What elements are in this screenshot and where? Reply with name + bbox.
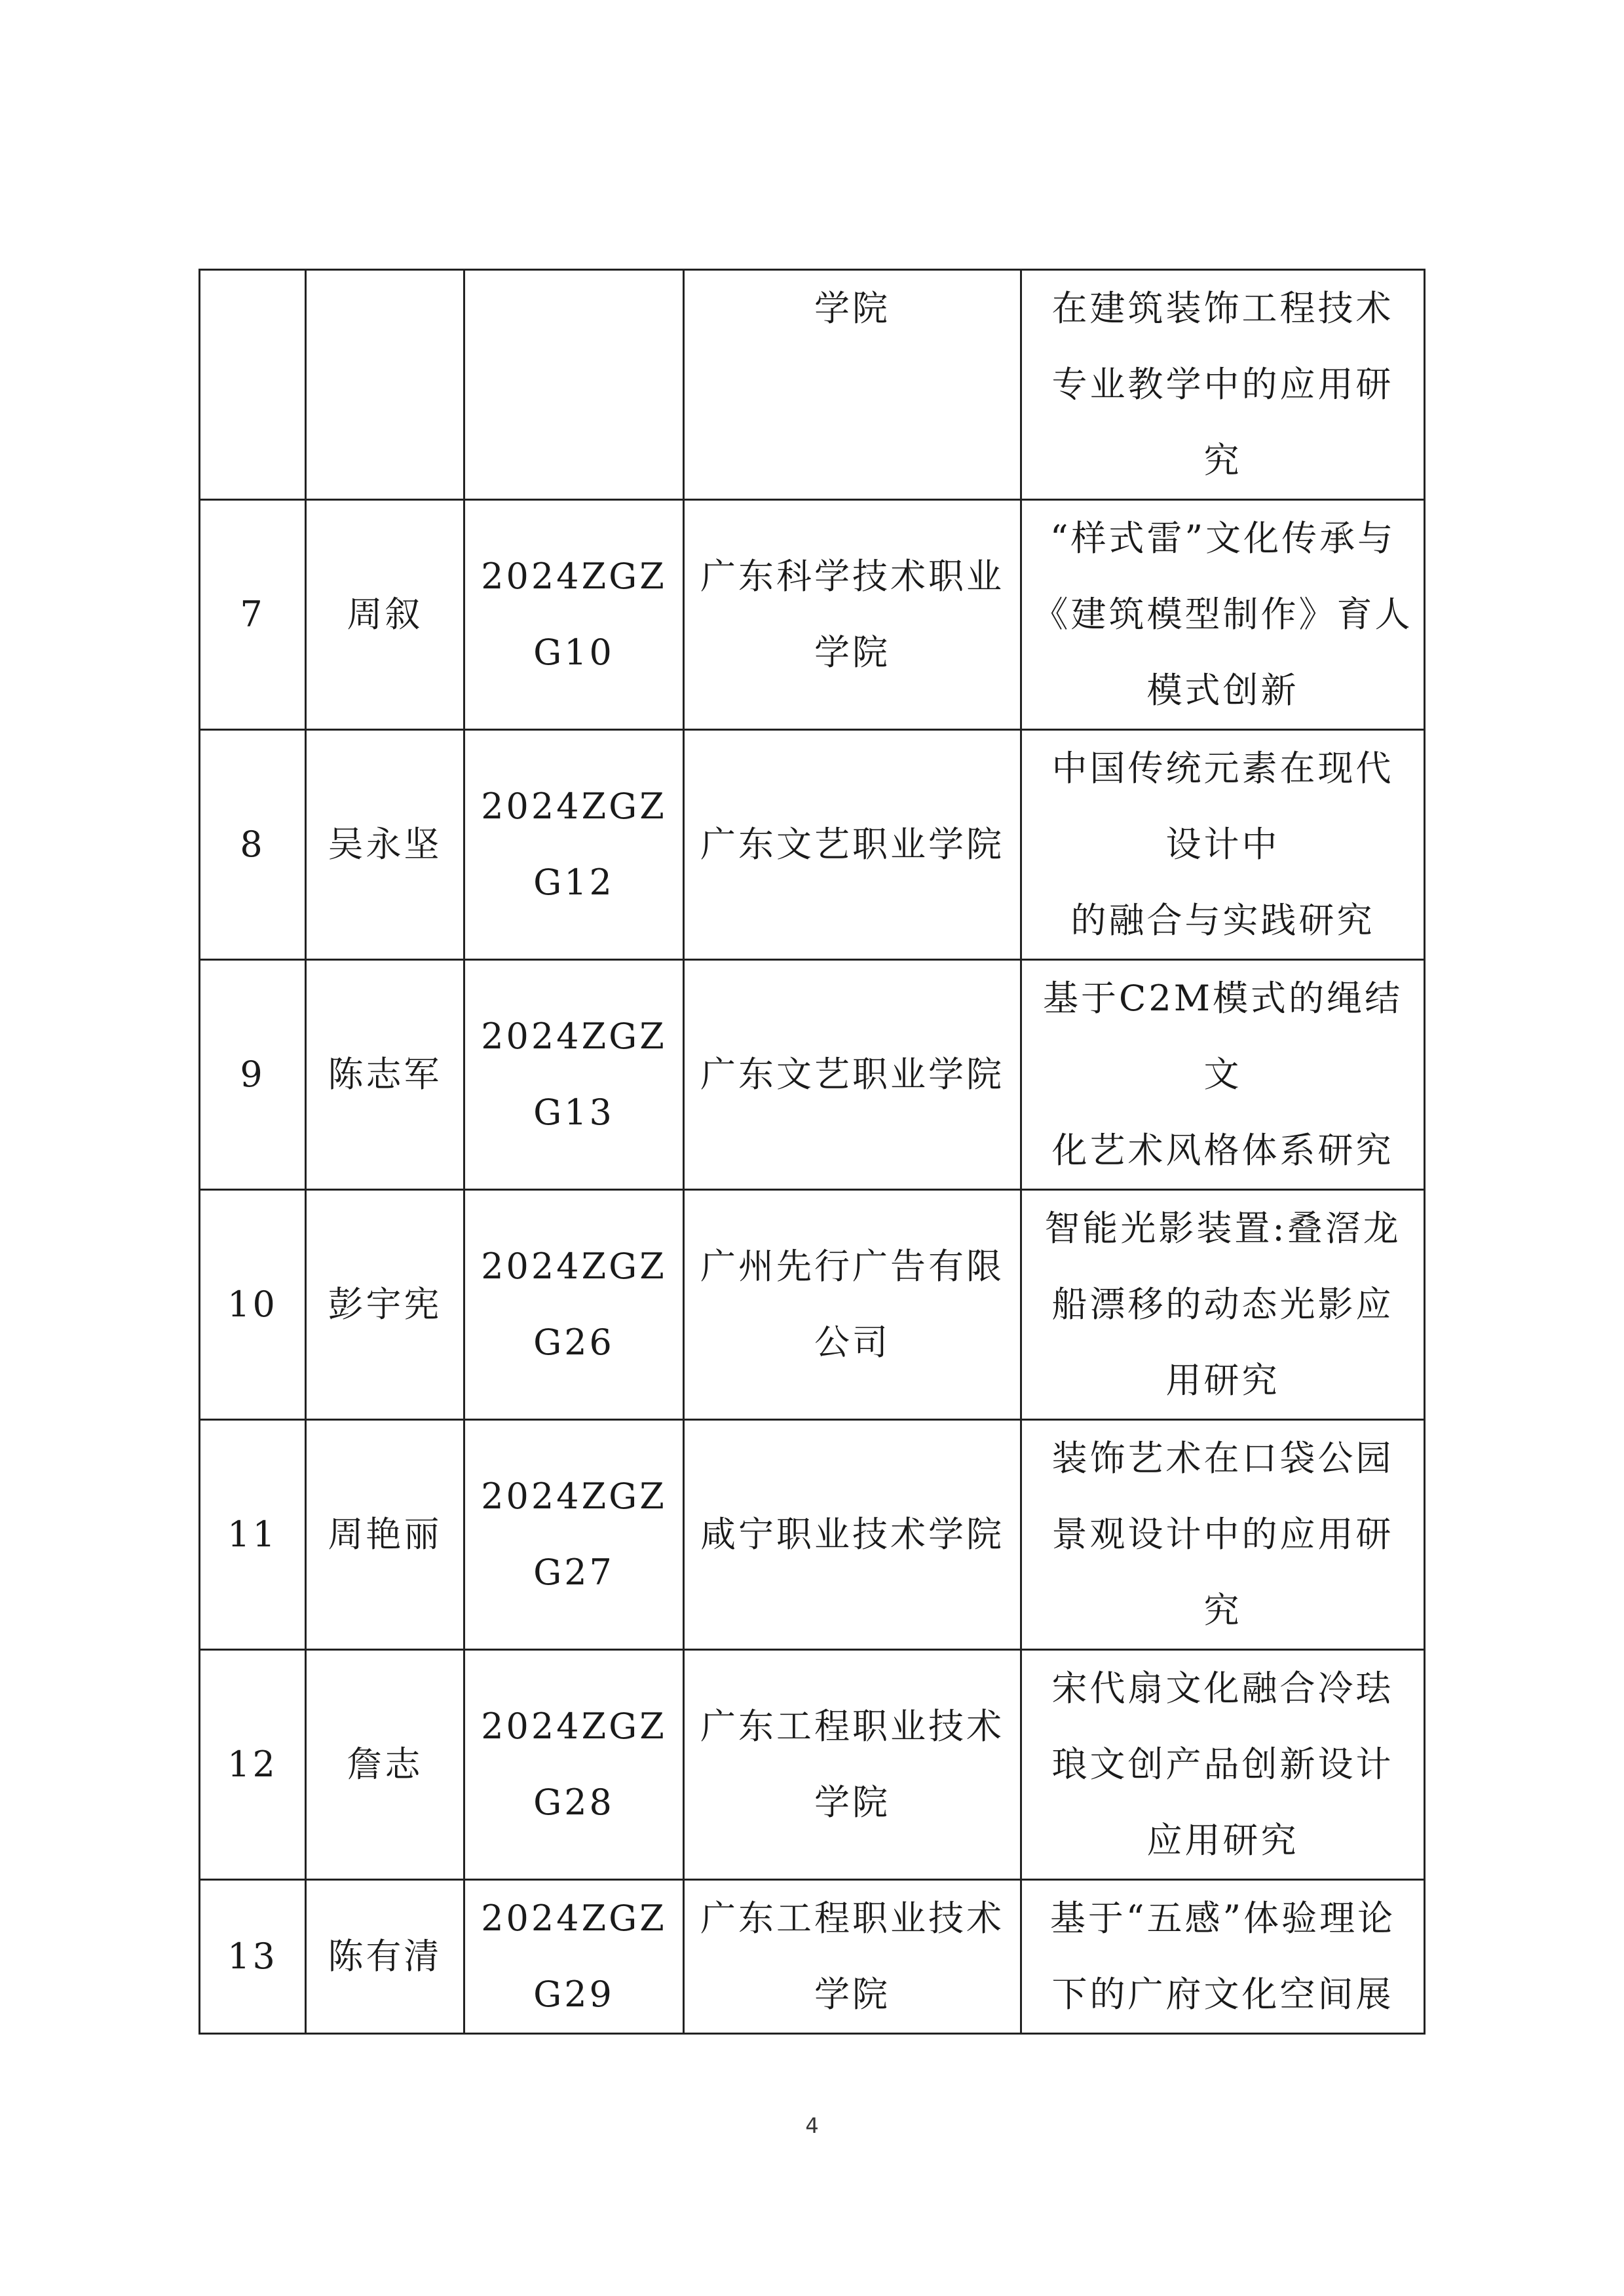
row-number: 7 xyxy=(200,500,306,730)
row-number: 9 xyxy=(200,960,306,1190)
person-name xyxy=(306,270,464,500)
title-line: 下的广府文化空间展 xyxy=(1051,1974,1394,2015)
title-line: 设计中 xyxy=(1165,824,1280,865)
project-code: 2024ZGZG27 xyxy=(464,1420,684,1650)
title-line: 在建筑装饰工程技术 xyxy=(1051,288,1394,329)
project-code xyxy=(464,270,684,500)
institution xyxy=(684,730,1021,960)
title-line: 中国传统元素在现代 xyxy=(1051,748,1394,789)
institution-line: 广州先行广告有限 xyxy=(700,1246,1004,1287)
table-row xyxy=(200,500,1425,730)
project-code: 2024ZGZG28 xyxy=(464,1650,684,1880)
institution-line: 公司 xyxy=(814,1322,890,1363)
title-line: 化艺术风格体系研究 xyxy=(1051,1130,1394,1171)
title-line: 应用研究 xyxy=(1146,1820,1299,1861)
title-line: 的融合与实践研究 xyxy=(1070,900,1375,941)
institution-line: 广东科学技术职业 xyxy=(700,556,1004,597)
institution-line: 咸宁职业技术学院 xyxy=(700,1514,1004,1555)
table-row xyxy=(200,960,1425,1190)
project-title xyxy=(1021,1650,1425,1880)
row-number: 10 xyxy=(200,1190,306,1420)
person-name: 陈志军 xyxy=(306,960,464,1190)
project-title xyxy=(1021,960,1425,1190)
project-title xyxy=(1021,730,1425,960)
row-number: 13 xyxy=(200,1880,306,2034)
title-line: 景观设计中的应用研 xyxy=(1051,1514,1394,1555)
institution xyxy=(684,1190,1021,1420)
institution xyxy=(684,270,1021,500)
institution-line: 广东文艺职业学院 xyxy=(700,824,1004,865)
person-name: 陈有清 xyxy=(306,1880,464,2034)
person-name: 詹志 xyxy=(306,1650,464,1880)
project-code: 2024ZGZG10 xyxy=(464,500,684,730)
institution-line: 广东文艺职业学院 xyxy=(700,1054,1004,1095)
table-row xyxy=(200,1650,1425,1880)
title-line: 用研究 xyxy=(1165,1360,1280,1401)
row-number: 8 xyxy=(200,730,306,960)
project-title xyxy=(1021,270,1425,500)
table-row xyxy=(200,1190,1425,1420)
person-name: 彭宇宪 xyxy=(306,1190,464,1420)
project-code: 2024ZGZG13 xyxy=(464,960,684,1190)
title-line: 《建筑模型制作》育人 xyxy=(1032,594,1413,635)
project-title xyxy=(1021,500,1425,730)
table-row xyxy=(200,1420,1425,1650)
project-table xyxy=(198,269,1426,2035)
institution xyxy=(684,500,1021,730)
project-code: 2024ZGZG26 xyxy=(464,1190,684,1420)
title-line: 基于“五感”体验理论 xyxy=(1049,1898,1396,1939)
page-number: 4 xyxy=(805,2113,819,2138)
title-line: 宋代扇文化融合冷珐 xyxy=(1051,1668,1394,1709)
table-row xyxy=(200,1880,1425,2034)
institution xyxy=(684,1880,1021,2034)
table-row xyxy=(200,270,1425,500)
title-line: 究 xyxy=(1203,440,1242,481)
project-title xyxy=(1021,1190,1425,1420)
institution xyxy=(684,960,1021,1190)
institution-line: 广东工程职业技术 xyxy=(700,1706,1004,1747)
title-line: 专业教学中的应用研 xyxy=(1051,364,1394,405)
title-line: 智能光影装置:叠滘龙 xyxy=(1044,1208,1401,1249)
person-name: 周叙 xyxy=(306,500,464,730)
institution-line: 广东工程职业技术 xyxy=(700,1898,1004,1939)
row-number: 12 xyxy=(200,1650,306,1880)
row-number: 11 xyxy=(200,1420,306,1650)
project-title xyxy=(1021,1420,1425,1650)
title-line: 船漂移的动态光影应 xyxy=(1051,1284,1394,1325)
title-line: 究 xyxy=(1203,1590,1242,1631)
project-title xyxy=(1021,1880,1425,2034)
person-name: 吴永坚 xyxy=(306,730,464,960)
institution-line: 学院 xyxy=(814,1974,890,2015)
row-number xyxy=(200,270,306,500)
title-line: 模式创新 xyxy=(1146,670,1299,711)
project-code: 2024ZGZG12 xyxy=(464,730,684,960)
institution-line: 学院 xyxy=(814,288,890,329)
title-line: 装饰艺术在口袋公园 xyxy=(1051,1438,1394,1479)
table-row xyxy=(200,730,1425,960)
title-line: “样式雷”文化传承与 xyxy=(1049,518,1396,559)
institution-line: 学院 xyxy=(814,1782,890,1823)
title-line: 基于C2M模式的绳结文 xyxy=(1043,978,1403,1095)
institution xyxy=(684,1420,1021,1650)
title-line: 琅文创产品创新设计 xyxy=(1051,1744,1394,1785)
institution-line: 学院 xyxy=(814,632,890,673)
institution xyxy=(684,1650,1021,1880)
project-code: 2024ZGZG29 xyxy=(464,1880,684,2034)
person-name: 周艳丽 xyxy=(306,1420,464,1650)
